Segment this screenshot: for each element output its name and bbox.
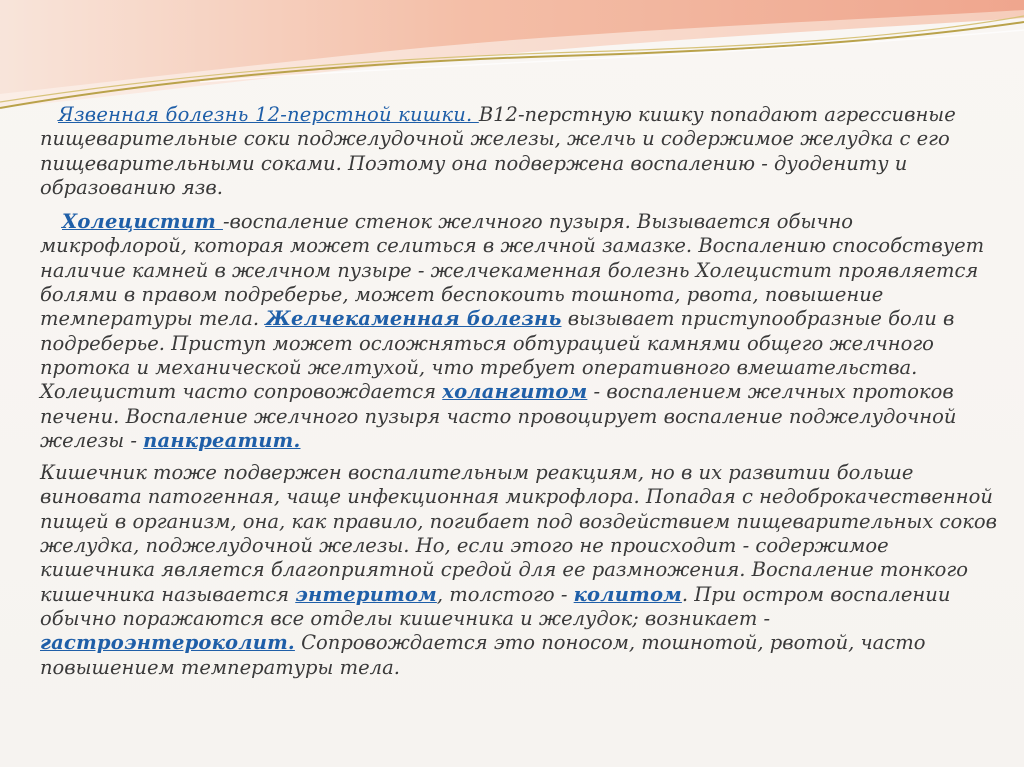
paragraph1-text: В12-перстную кишку попадают агрессивные пищеварительные соки поджелудочной железы, желчь и содержимое желудка с его пищеварительными соками. Поэтому она подвержена воспалению - дуодениту и образованию язв. xyxy=(40,103,956,199)
paragraph3-text-3: . При остром воспалении обычно поражаются все отделы кишечника и желудок; возникает - xyxy=(40,582,951,630)
paragraph3-text-1: Кишечник тоже подвержен воспалительным реакциям, но в их развитии больше виновата патогенная, чаще инфекционная микрофлора. Попадая с недоброкачественной пищей в организм, она, как правило, погибает под воздействием пищеварительных соков желудка, поджелудочной железы. Но, если этого не происходит - содержимое кишечника является благоприятной средой для ее размножения. Воспаление тонкого кишечника называется xyxy=(40,461,997,606)
paragraph2-text-3: - воспалением желчных протоков печени. Воспаление желчного пузыря часто провоцирует воспаление поджелудочной железы - xyxy=(40,380,957,452)
link-colitis[interactable]: колитом xyxy=(573,582,682,606)
link-pancreatitis[interactable]: панкреатит. xyxy=(143,428,301,452)
text-content xyxy=(40,103,1000,680)
link-duodenal-ulcer[interactable]: Язвенная болезнь 12-перстной кишки. xyxy=(58,103,479,126)
link-enteritis[interactable]: энтеритом xyxy=(295,582,437,606)
paragraph3-text-4: Сопровождается это поносом, тошнотой, рвотой, часто повышением температуры тела. xyxy=(40,631,926,679)
paragraph3-text-2: , толстого - xyxy=(436,582,574,606)
header-wave-decoration xyxy=(0,0,1024,120)
link-cholecystitis[interactable]: Холецистит xyxy=(62,210,223,234)
link-gastroenterocolitis[interactable]: гастроэнтероколит. xyxy=(40,631,295,655)
paragraph-intestine xyxy=(40,461,1000,680)
paragraph2-text-1: -воспаление стенок желчного пузыря. Вызывается обычно микрофлорой, которая может селиться в желчной замазке. Воспалению способствует наличие камней в желчном пузыре - желчекаменная болезнь Холецистит проявляется болями в правом подреберье, может беспокоить тошнота, рвота, повышение температуры тела. xyxy=(40,210,985,331)
link-gallstone-disease[interactable]: Желчекаменная болезнь xyxy=(265,307,562,331)
paragraph2-text-2: вызывает приступообразные боли в подреберье. Приступ может осложняться обтурацией камнями общего желчного протока и механической желтухой, что требует оперативного вмешательства. Холецистит часто сопровождается xyxy=(40,307,955,404)
paragraph-cholecystitis xyxy=(40,210,1000,453)
link-cholangitis[interactable]: холангитом xyxy=(442,380,588,404)
paragraph-duodenal-ulcer xyxy=(40,103,1000,200)
